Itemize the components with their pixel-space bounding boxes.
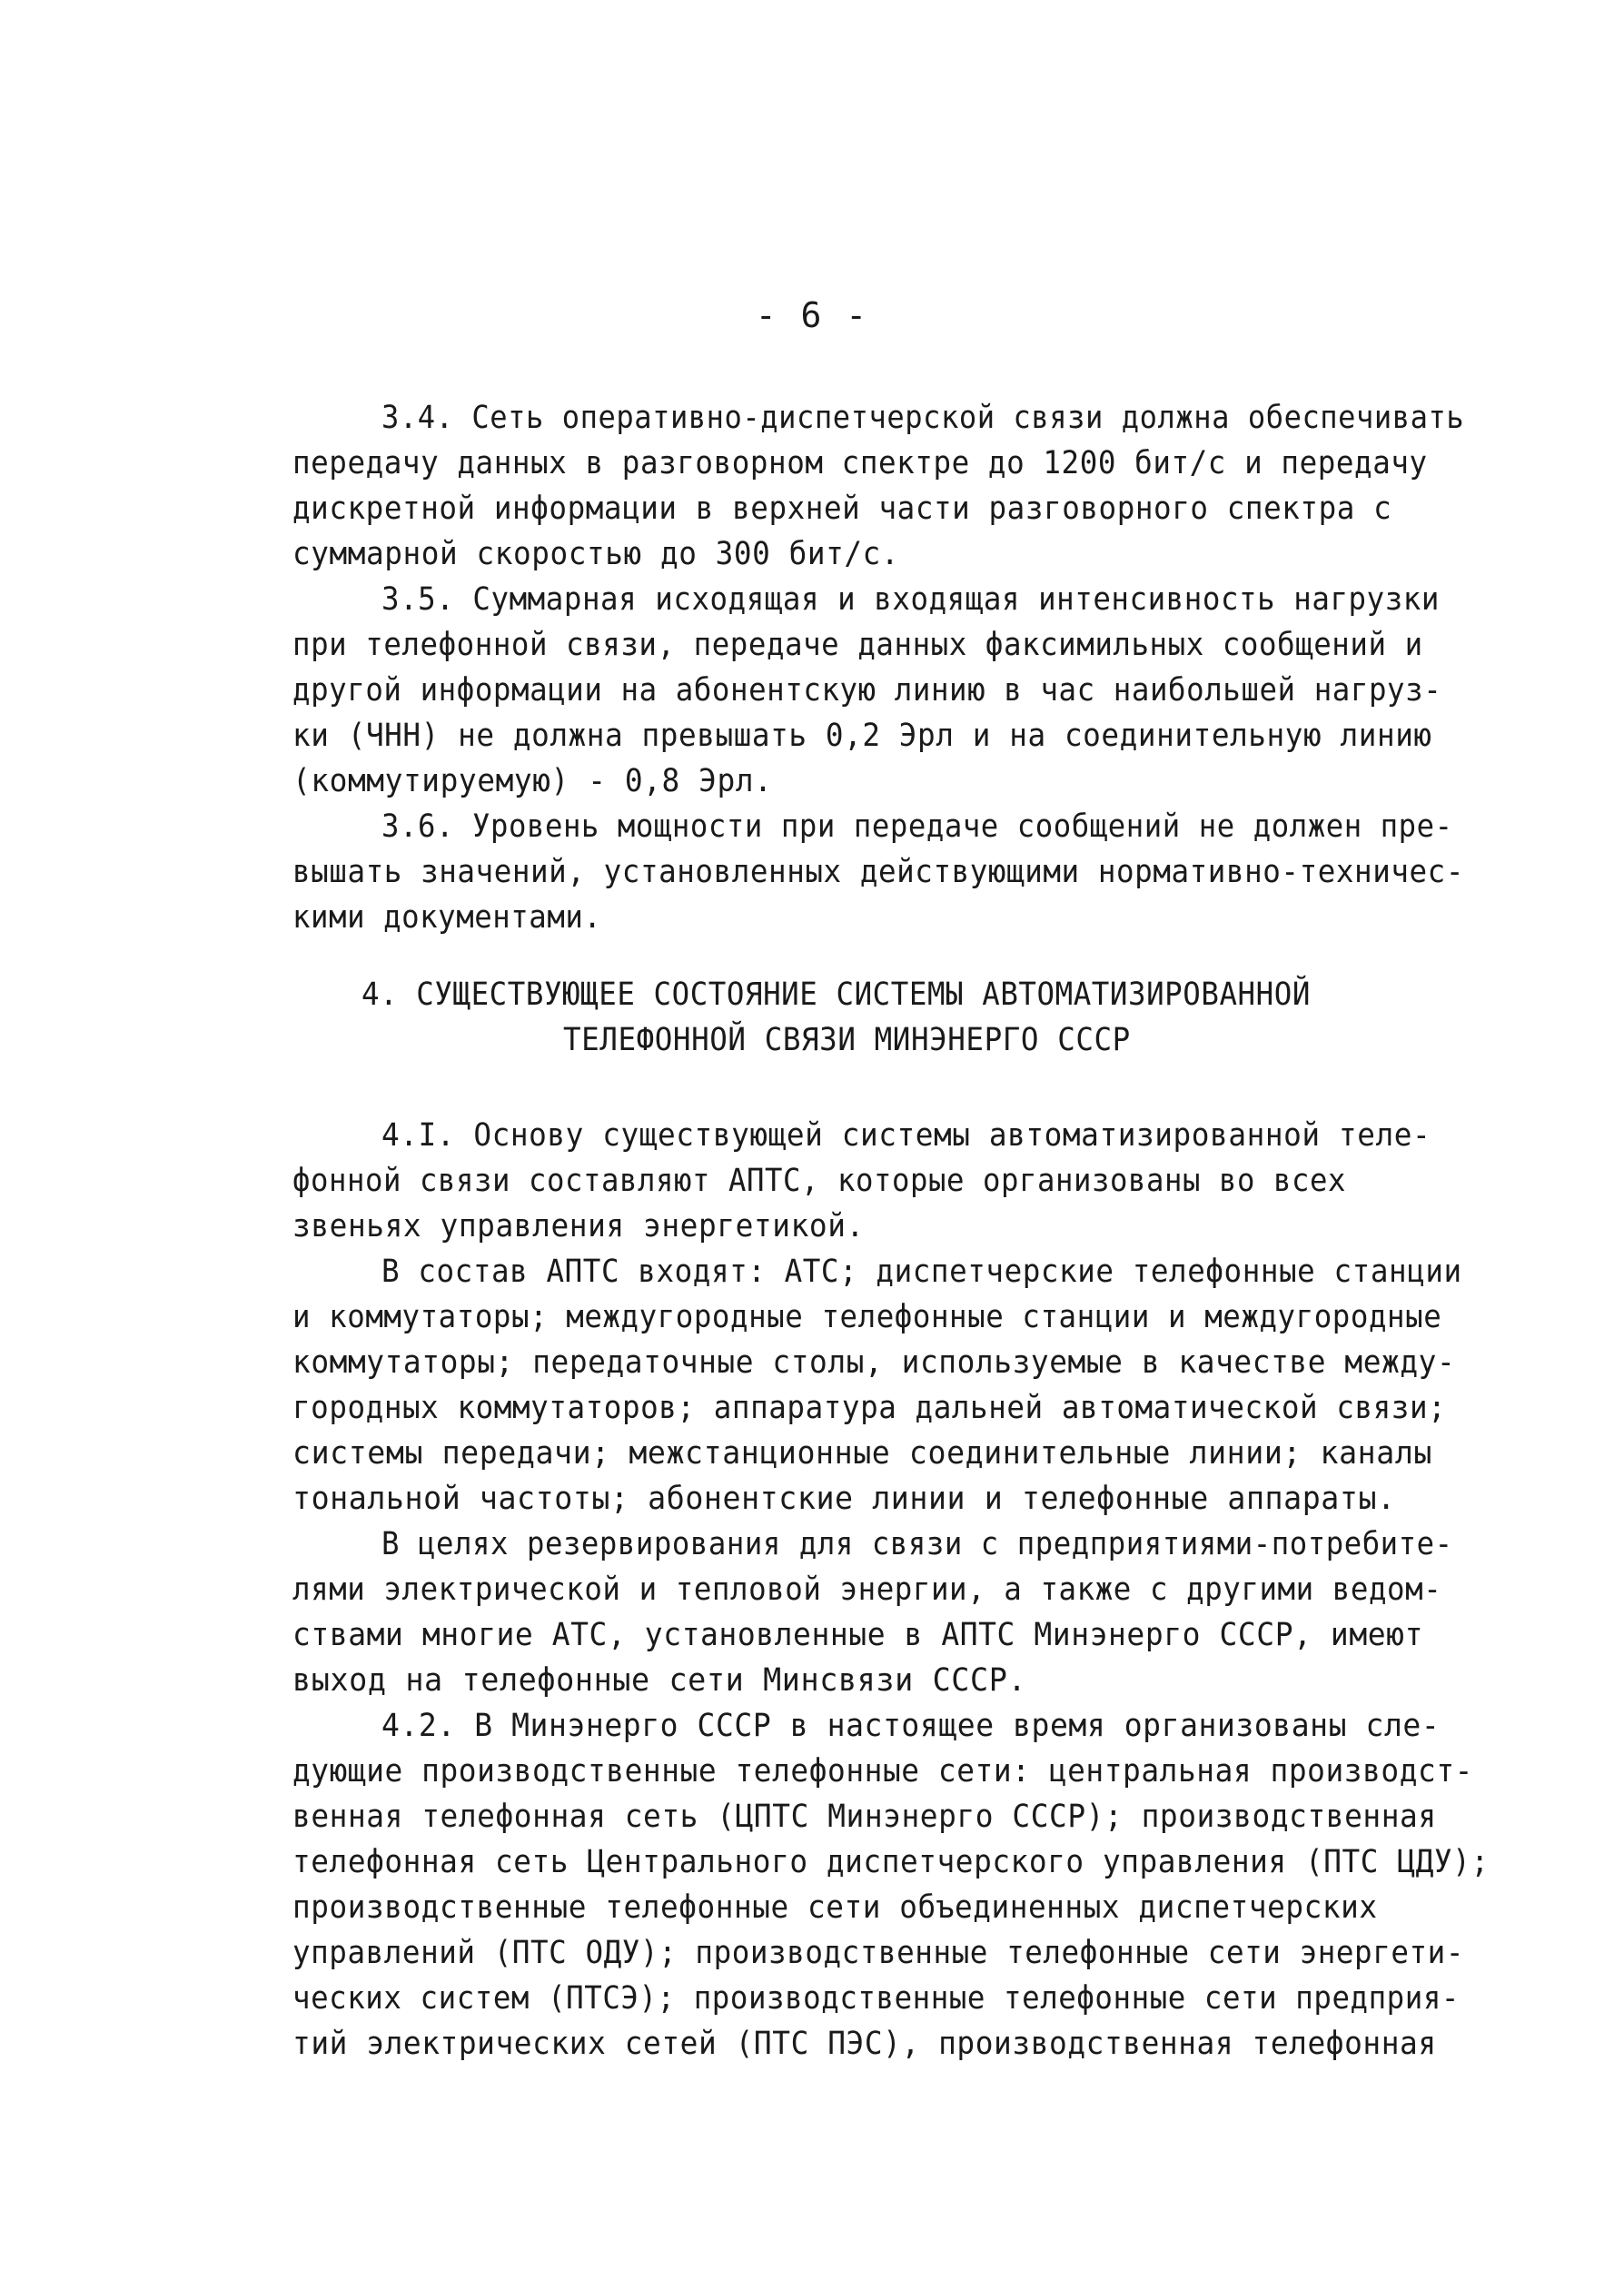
- text-line: В состав АПТС входят: АТС; диспетчерские телефонные станции: [381, 1254, 1462, 1290]
- text-line: телефонная сеть Центрального диспетчерского управления (ПТС ЦДУ);: [292, 1844, 1490, 1880]
- text-line: ствами многие АТС, установленные в АПТС Минэнерго СССР, имеют: [292, 1617, 1423, 1653]
- text-line: тональной частоты; абонентские линии и телефонные аппараты.: [292, 1481, 1396, 1517]
- text-line: венная телефонная сеть (ЦПТС Минэнерго СССР); производственная: [292, 1799, 1437, 1835]
- text-line: управлений (ПТС ОДУ); производственные телефонные сети энергети-: [292, 1935, 1464, 1971]
- text-line: 4.2. В Минэнерго СССР в настоящее время организованы сле-: [381, 1708, 1441, 1744]
- text-line: дующие производственные телефонные сети: центральная производст-: [292, 1753, 1473, 1789]
- text-line: системы передачи; межстанционные соединительные линии; каналы: [292, 1435, 1432, 1472]
- text-line: 3.4. Сеть оперативно-диспетчерской связи должна обеспечивать: [381, 400, 1465, 436]
- text-line: вышать значений, установленных действующими нормативно-техничес-: [292, 854, 1464, 890]
- text-line: ческих систем (ПТСЭ); производственные телефонные сети предприя-: [292, 1980, 1460, 2017]
- text-line: выход на телефонные сети Минсвязи СССР.: [292, 1662, 1027, 1699]
- text-line: производственные телефонные сети объединенных диспетчерских: [292, 1889, 1378, 1926]
- text-line: суммарной скоростью до 300 бит/с.: [292, 536, 900, 572]
- text-line: при телефонной связи, передаче данных факсимильных сообщений и: [292, 627, 1423, 663]
- text-line: звеньях управления энергетикой.: [292, 1208, 865, 1244]
- text-line: и коммутаторы; междугородные телефонные станции и междугородные: [292, 1299, 1442, 1335]
- text-line: тий электрических сетей (ПТС ПЭС), производственная телефонная: [292, 2026, 1437, 2062]
- section-heading: 4. СУЩЕСТВУЮЩЕЕ СОСТОЯНИЕ СИСТЕМЫ АВТОМАТИЗИРОВАННОЙ: [361, 976, 1311, 1013]
- text-line: лями электрической и тепловой энергии, а также с другими ведом-: [292, 1571, 1442, 1608]
- text-line: 3.6. Уровень мощности при передаче сообщений не должен пре-: [381, 808, 1453, 845]
- text-line: 3.5. Суммарная исходящая и входящая интенсивность нагрузки: [381, 581, 1440, 618]
- text-line: (коммутируемую) - 0,8 Эрл.: [292, 763, 773, 799]
- text-line: коммутаторы; передаточные столы, используемые в качестве между-: [292, 1344, 1456, 1381]
- text-line: другой информации на абонентскую линию в час наибольшей нагруз-: [292, 672, 1442, 709]
- text-line: ки (ЧНН) не должна превышать 0,2 Эрл и на соединительную линию: [292, 718, 1432, 754]
- text-line: фонной связи составляют АПТС, которые организованы во всех: [292, 1163, 1346, 1199]
- text-line: передачу данных в разговорном спектре до 1200 бит/с и передачу: [292, 445, 1428, 481]
- section-heading: ТЕЛЕФОННОЙ СВЯЗИ МИНЭНЕРГО СССР: [563, 1022, 1131, 1058]
- text-line: кими документами.: [292, 899, 602, 936]
- page-number: - 6 -: [755, 295, 869, 335]
- text-line: В целях резервирования для связи с предприятиями-потребите-: [381, 1526, 1453, 1562]
- text-line: 4.I. Основу существующей системы автоматизированной теле-: [381, 1117, 1431, 1154]
- text-line: дискретной информации в верхней части разговорного спектра с: [292, 491, 1392, 527]
- text-line: городных коммутаторов; аппаратура дальней автоматической связи;: [292, 1390, 1447, 1426]
